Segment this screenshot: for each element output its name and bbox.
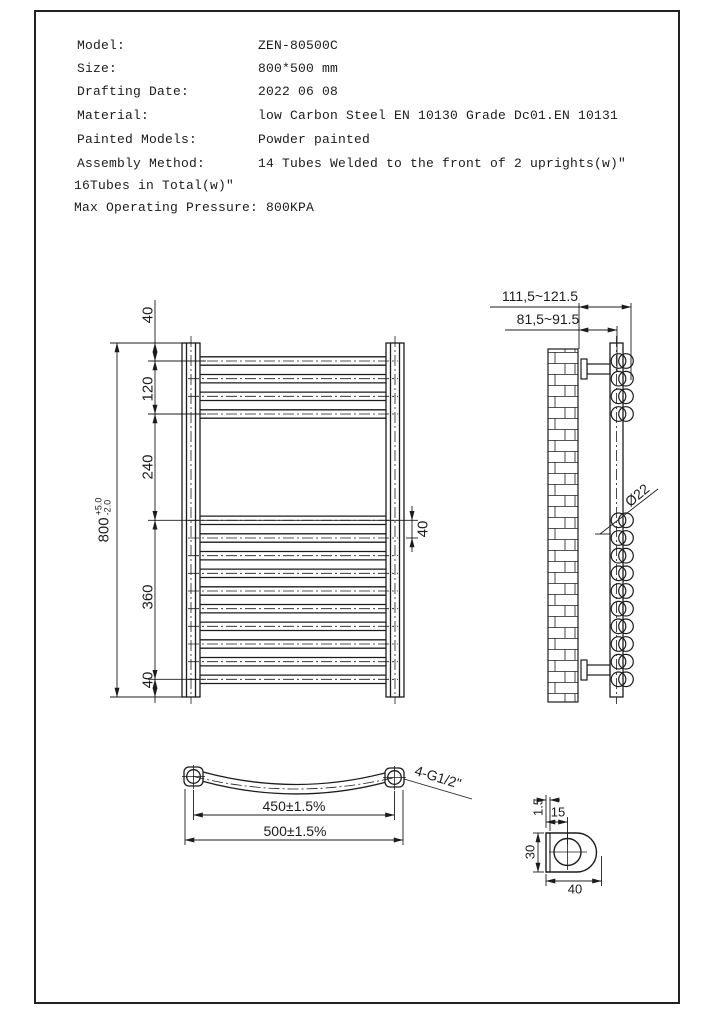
dim-wall-to-center: 81,5~91.5 (516, 311, 580, 327)
dim-bottom-offset: 40 (139, 671, 157, 689)
spec-value: Powder painted (258, 132, 371, 147)
dim-profile-width: 40 (567, 881, 583, 897)
spec-label: Material: (77, 108, 150, 123)
spec-value: ZEN-80500C (258, 38, 339, 53)
dim-wall-thickness: 1.5 (530, 797, 546, 817)
dim-overall-height (95, 498, 114, 543)
spec-value: low Carbon Steel EN 10130 Grade Dc01.EN 10131 (258, 108, 619, 123)
dim-lower-group: 360 (139, 584, 157, 610)
spec-value: 800*500 mm (258, 61, 339, 76)
spec-value: 2022 06 08 (258, 84, 339, 99)
spec-row (77, 156, 627, 171)
spec-row (77, 84, 339, 99)
wall-section (548, 349, 578, 702)
dim-hole-offset: 15 (550, 804, 566, 820)
thread-size-label: 4-G1/2" (412, 762, 464, 792)
spec-label: Size: (77, 61, 118, 76)
spec-label: Painted Models: (77, 132, 198, 147)
dim-tube-diameter: Ø22 (621, 480, 653, 510)
spec-label: Drafting Date: (77, 84, 190, 99)
dim-profile-height: 30 (522, 844, 538, 860)
spec-row (77, 108, 619, 123)
spec-row (77, 132, 371, 147)
spec-pressure: Max Operating Pressure: 800KPA (74, 200, 315, 215)
spec-label: Assembly Method: (77, 156, 206, 171)
spec-row (77, 61, 339, 76)
spec-row (77, 38, 339, 53)
dim-tube-pitch: 40 (414, 520, 432, 538)
dim-tube-centers: 450±1.5% (262, 798, 326, 814)
dim-wall-to-front: 111,5~121.5 (501, 288, 579, 304)
dim-top-offset: 40 (139, 306, 157, 324)
dim-tol-minus: -2.0 (103, 499, 113, 516)
dim-tube-overall: 500±1.5% (263, 823, 327, 839)
dim-overall-value: 800 (95, 517, 113, 543)
front-view (110, 300, 418, 704)
spec-label: Model: (77, 38, 126, 53)
dim-upper-group: 120 (139, 376, 157, 402)
spec-value: 14 Tubes Welded to the front of 2 uprights(w)" (258, 156, 627, 171)
dim-middle-gap: 240 (139, 454, 157, 480)
dim-tol-plus: +5.0 (93, 497, 104, 516)
spec-note: 16Tubes in Total(w)" (74, 178, 235, 193)
